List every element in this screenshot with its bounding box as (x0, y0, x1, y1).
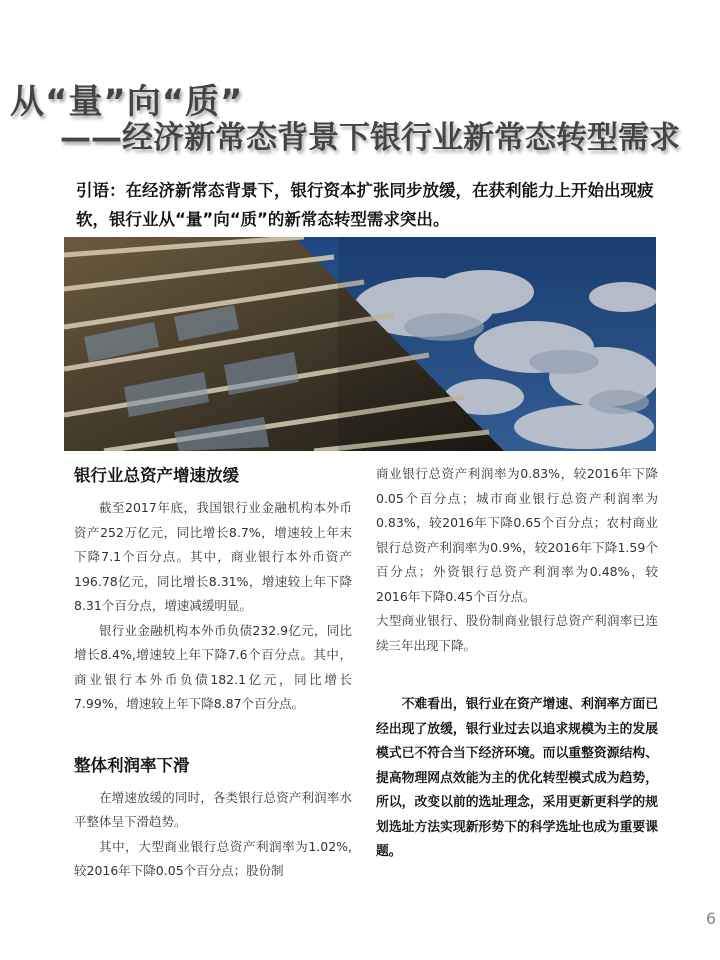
right-column (376, 462, 658, 865)
paragraph: 在增速放缓的同时，各类银行总资产利润率水平整体呈下滑趋势。 (74, 789, 352, 829)
intro-text: 引语：在经济新常态背景下，银行资本扩张同步放缓，在获利能力上开始出现疲软，银行业从“量”向“质”的新常态转型需求突出。 (76, 181, 654, 229)
paragraph: 其中，大型商业银行总资产利润率为1.02%,较2016年下降0.05个百分点；股份制 (74, 838, 352, 878)
section-heading-asset-growth: 银行业总资产增速放缓 (74, 466, 239, 485)
building-sky-illustration (64, 237, 656, 451)
paragraph: 截至2017年底，我国银行业金融机构本外币资产252万亿元，同比增长8.7%，增速较上年末下降7.1个百分点。其中，商业银行本外币资产196.78亿元，同比增长8.31%，增速较上年下降8.31个百分点，增速减缓明显。 (74, 500, 352, 613)
page-number: 6 (705, 909, 716, 928)
section-heading-profit-decline: 整体利润率下滑 (74, 755, 190, 775)
title-line-1: 从“量”向“质” (10, 82, 244, 122)
building-sky-photo (64, 237, 656, 451)
paragraph: 银行业金融机构本外币负债232.9亿元，同比增长8.4%,增速较上年下降7.6个百分点。其中，商业银行本外币负债182.1亿元，同比增长7.99%，增速较上年下降8.87个百分点。 (74, 622, 352, 711)
left-column (74, 462, 352, 884)
title-line-2: ——经济新常态背景下银行业新常态转型需求 (60, 120, 680, 156)
paragraph: 大型商业银行、股份制商业银行总资产利润率已连续三年出现下降。 (376, 613, 658, 653)
paragraph: 商业银行总资产利润率为0.83%，较2016年下降0.05个百分点；城市商业银行总资产利润率为0.83%，较2016年下降0.65个百分点；农村商业银行总资产利润率为0.9%，较2016年下降1.59个百分点；外资银行总资产利润率为0.48%，较2016年下降0.45个百分点。 (376, 466, 658, 604)
conclusion-paragraph: 不难看出，银行业在资产增速、利润率方面已经出现了放缓，银行业过去以追求规模为主的发展模式已不符合当下经济环境。而以重整资源结构、提高物理网点效能为主的优化转型模式成为趋势，所以，改变以前的选址理念，采用更新更科学的规划选址方法实现新形势下的科学选址也成为重要课题。 (376, 697, 658, 859)
